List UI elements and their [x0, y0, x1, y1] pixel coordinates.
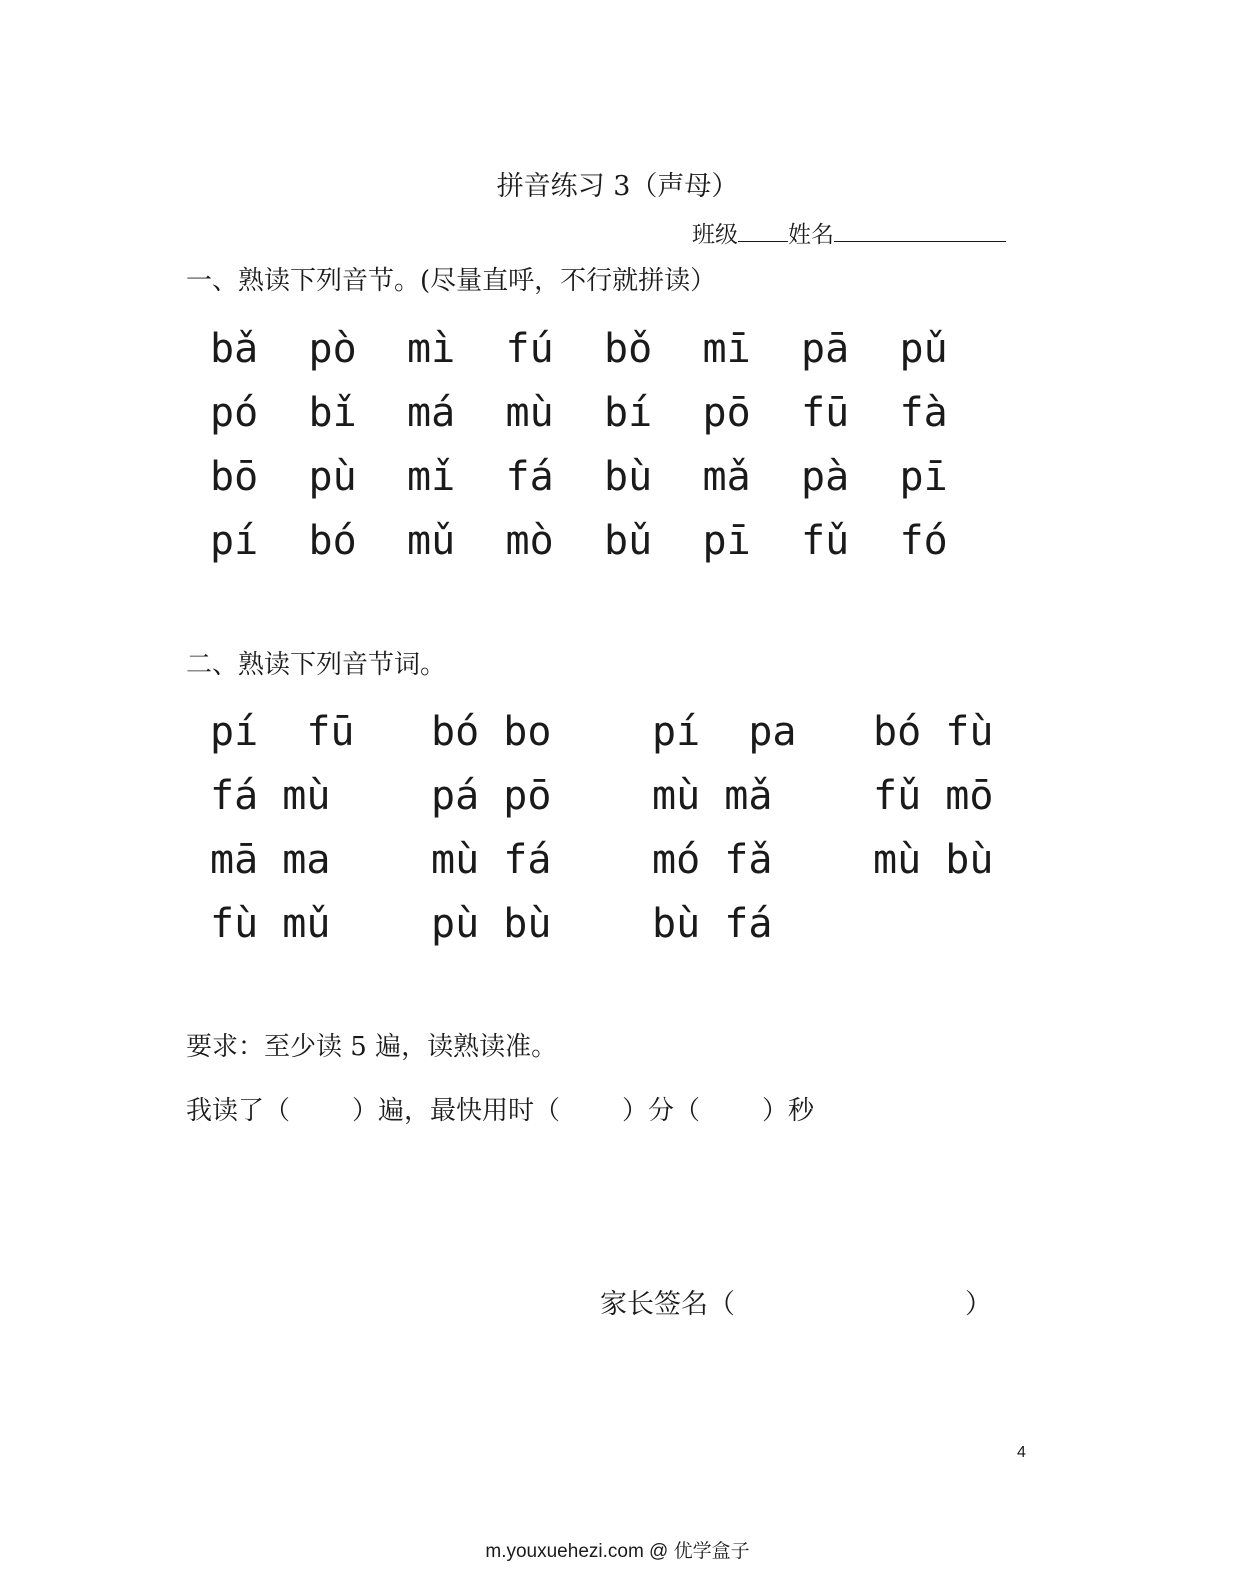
syllable-grid: [210, 317, 998, 573]
syllable-row: [210, 509, 998, 573]
syllable: bó: [308, 518, 357, 564]
word-row: [210, 764, 1094, 828]
syllable: mù: [505, 390, 554, 436]
syllable: bǐ: [308, 390, 357, 436]
class-name-line: [692, 216, 1006, 249]
minutes-label: ）分（: [622, 1096, 701, 1126]
syllable: mǔ: [407, 518, 456, 564]
syllable: bǒ: [604, 326, 653, 372]
syllable-word: pù bù: [431, 901, 552, 947]
syllable: fú: [505, 326, 554, 372]
syllable: pù: [308, 454, 357, 500]
syllable: bù: [604, 454, 653, 500]
syllable-word: mù mǎ: [652, 773, 773, 819]
word-row: [210, 828, 1094, 892]
syllable: mǎ: [702, 454, 751, 500]
syllable: mǐ: [407, 454, 456, 500]
syllable: pò: [308, 326, 357, 372]
class-blank: [738, 219, 788, 242]
syllable: pí: [210, 518, 259, 564]
syllable-word: bó bo: [431, 709, 552, 755]
name-blank: [834, 219, 1006, 242]
word-grid: [210, 700, 1094, 956]
section1-heading: 一、熟读下列音节。(尽量直呼，不行就拼读）: [186, 266, 717, 296]
syllable: mì: [407, 326, 456, 372]
name-label: 姓名: [788, 222, 834, 248]
syllable: mò: [505, 518, 554, 564]
syllable: pī: [899, 454, 948, 500]
syllable: pā: [801, 326, 850, 372]
syllable: fū: [801, 390, 850, 436]
syllable: pà: [801, 454, 850, 500]
requirement-text: 要求：至少读 5 遍，读熟读准。: [186, 1032, 558, 1062]
seconds-label: ）秒: [762, 1096, 815, 1126]
fastest-time-label: ）遍，最快用时（: [352, 1096, 561, 1126]
syllable: fǔ: [801, 518, 850, 564]
reading-record-line: [186, 1090, 814, 1127]
page-number: 4: [1017, 1444, 1026, 1461]
parent-signature-close: ）: [965, 1289, 992, 1320]
syllable: fá: [505, 454, 554, 500]
syllable: pó: [210, 390, 259, 436]
syllable-word: pí fū: [210, 709, 355, 755]
syllable-row: [210, 317, 998, 381]
syllable: bí: [604, 390, 653, 436]
parent-signature-line: [600, 1282, 992, 1321]
footer-watermark: m.youxuehezi.com @ 优学盒子: [485, 1541, 750, 1562]
syllable: pǔ: [899, 326, 948, 372]
read-count-label: 我读了（: [186, 1096, 291, 1126]
syllable-word: bó fù: [873, 709, 994, 755]
syllable-word: pí pa: [652, 709, 797, 755]
syllable-word: mā ma: [210, 837, 331, 883]
syllable: mī: [702, 326, 751, 372]
word-row: [210, 700, 1094, 764]
word-row: [210, 892, 1094, 956]
syllable-row: [210, 381, 998, 445]
syllable: pō: [702, 390, 751, 436]
syllable: bǎ: [210, 326, 259, 372]
syllable-word: pá pō: [431, 773, 552, 819]
syllable-row: [210, 445, 998, 509]
syllable: pī: [702, 518, 751, 564]
section2-heading: 二、熟读下列音节词。: [186, 650, 447, 680]
syllable-word: mù bù: [873, 837, 994, 883]
syllable: bō: [210, 454, 259, 500]
syllable: má: [407, 390, 456, 436]
syllable: fà: [899, 390, 948, 436]
syllable-word: mó fǎ: [652, 837, 773, 883]
parent-signature-label: 家长签名（: [600, 1289, 735, 1320]
syllable-word: mù fá: [431, 837, 552, 883]
syllable: bǔ: [604, 518, 653, 564]
syllable-word: fá mù: [210, 773, 331, 819]
syllable-word: fù mǔ: [210, 901, 331, 947]
syllable-word: fǔ mō: [873, 773, 994, 819]
page-title: 拼音练习 3（声母）: [496, 171, 739, 202]
syllable: fó: [899, 518, 948, 564]
class-label: 班级: [692, 222, 738, 248]
syllable-word: bù fá: [652, 901, 773, 947]
